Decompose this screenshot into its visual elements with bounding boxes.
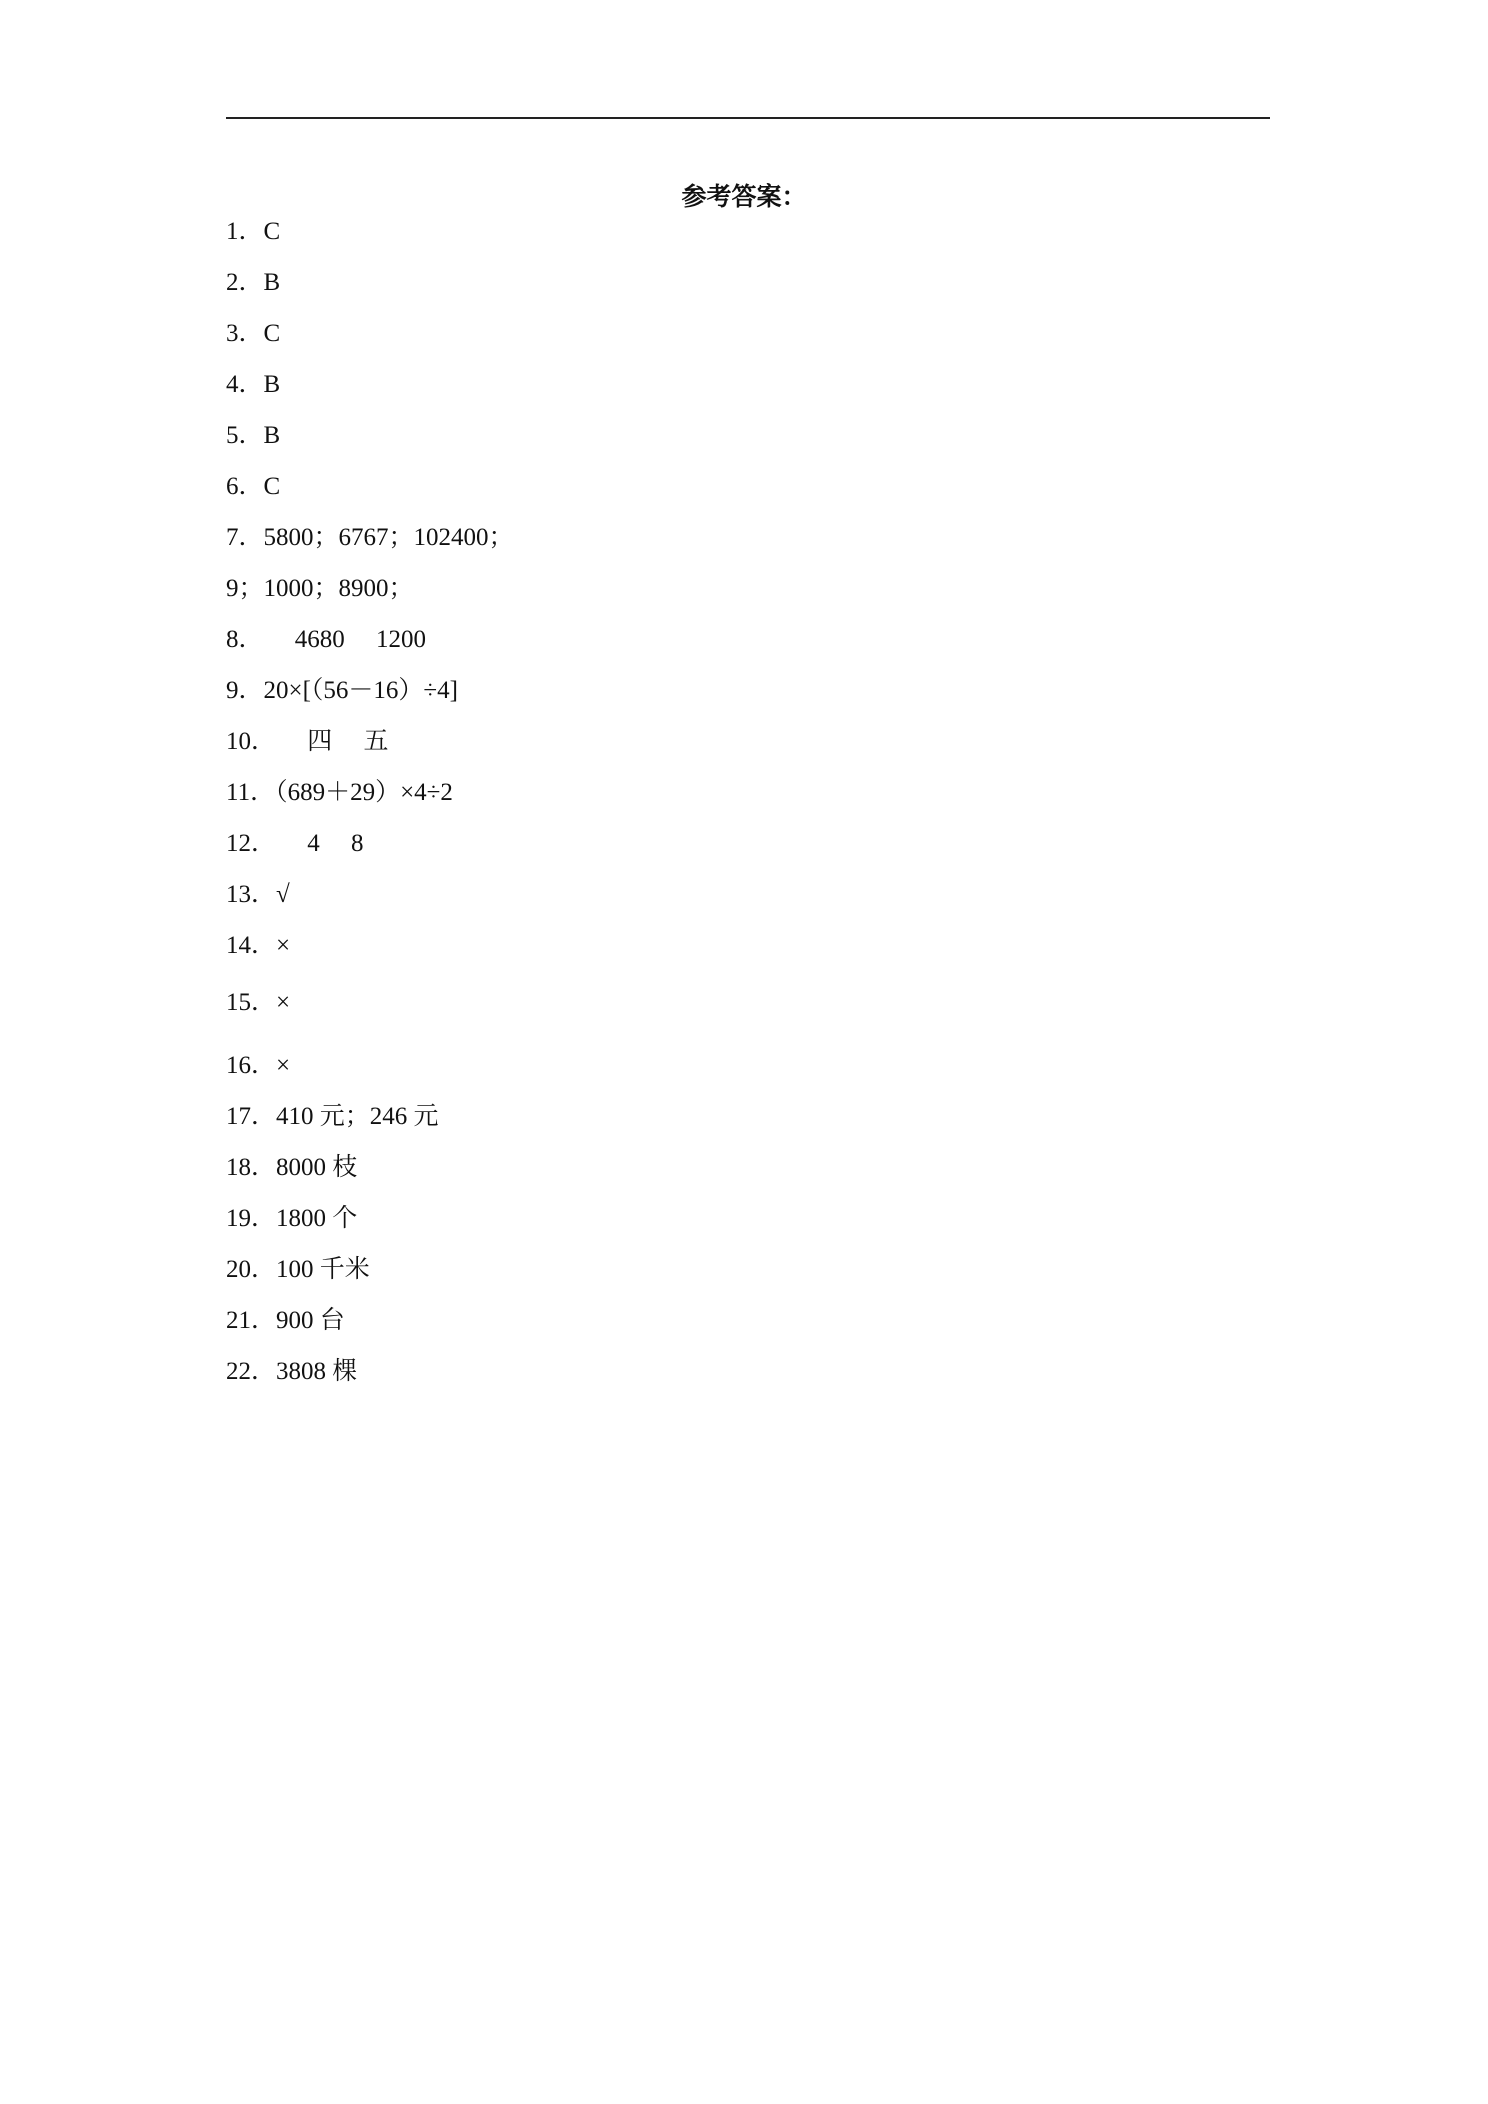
- answer-line: 19．1800 个: [226, 1205, 358, 1232]
- answer-line: 9．20×[（56－16）÷4]: [226, 677, 458, 704]
- answer-line: 11．（689＋29）×4÷2: [226, 779, 453, 806]
- answer-line: 10． 四 五: [226, 728, 389, 755]
- answer-line: 12． 4 8: [226, 830, 364, 857]
- answer-line: 18．8000 枝: [226, 1154, 358, 1181]
- answer-line: 9；1000；8900；: [226, 575, 414, 602]
- answer-line: 21．900 台: [226, 1307, 345, 1334]
- answer-line: 16．×: [226, 1052, 291, 1079]
- answer-line: 20．100 千米: [226, 1256, 370, 1283]
- answer-line: 3．C: [226, 320, 281, 347]
- answer-line: 6．C: [226, 473, 281, 500]
- answer-line: 1．C: [226, 218, 281, 245]
- answer-line: 14．×: [226, 932, 291, 959]
- page-title: 参考答案：: [681, 184, 807, 211]
- answer-line: 22．3808 棵: [226, 1358, 358, 1385]
- answer-line: 7．5800；6767；102400；: [226, 524, 514, 551]
- answer-line: 17．410 元；246 元: [226, 1103, 439, 1130]
- answer-line: 2．B: [226, 269, 281, 296]
- answer-line: 4．B: [226, 371, 281, 398]
- answer-line: 5．B: [226, 422, 281, 449]
- answer-line: 15．×: [226, 989, 291, 1016]
- answer-list: [226, 0, 1266, 2104]
- answer-line: 8． 4680 1200: [226, 626, 427, 653]
- answer-line: 13．√: [226, 881, 290, 908]
